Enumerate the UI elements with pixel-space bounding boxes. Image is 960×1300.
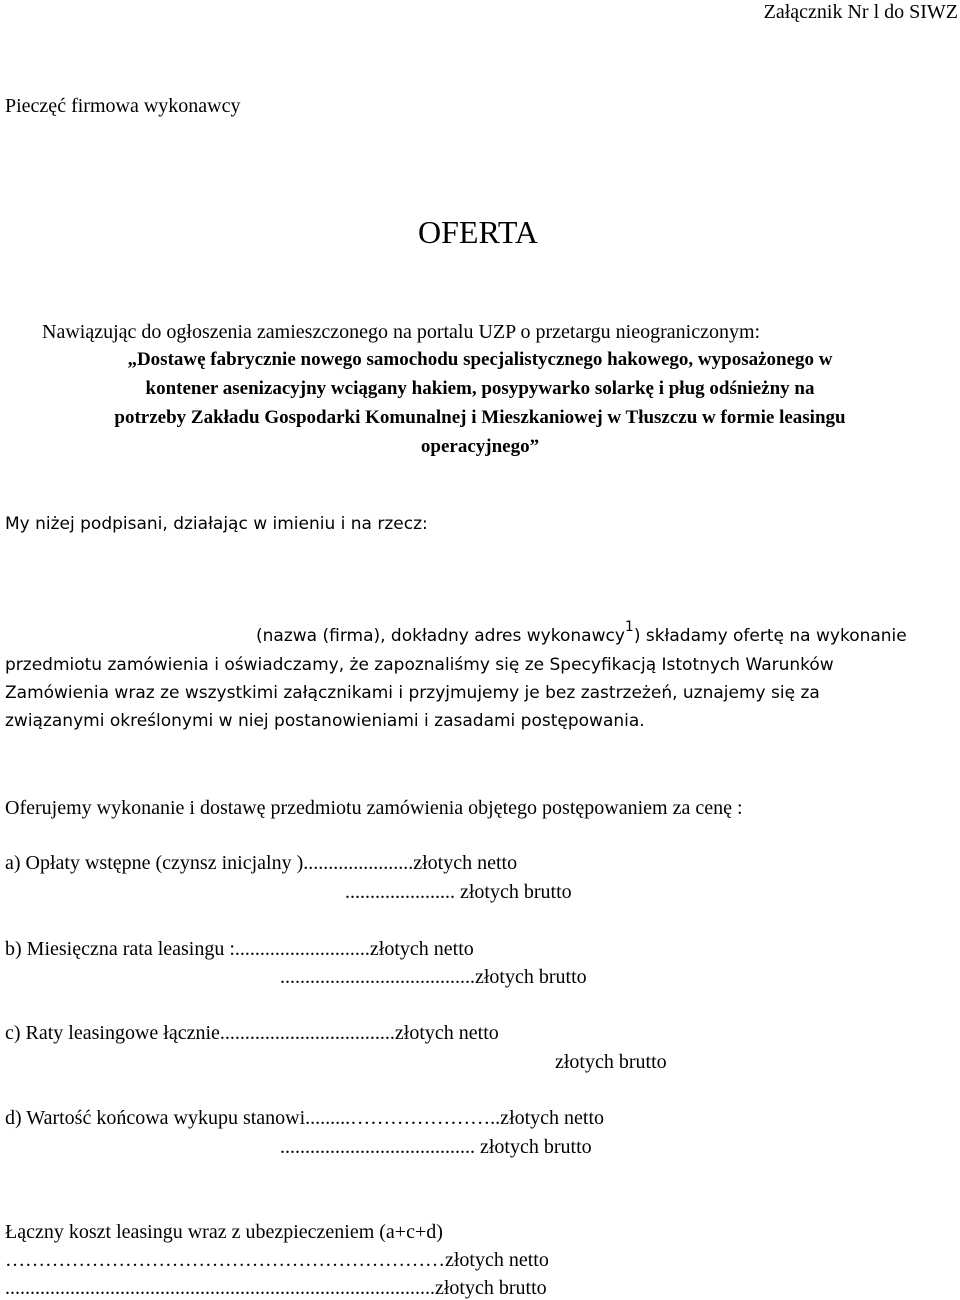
price-b-net: b) Miesięczna rata leasingu :...........................złotych netto [5, 938, 474, 960]
total-cost-gross: ......................................................................................złotych brutto [5, 1277, 547, 1299]
total-cost-label: Łączny koszt leasingu wraz z ubezpieczeniem (a+c+d) [5, 1221, 443, 1243]
price-a-gross: ...................... złotych brutto [345, 881, 572, 903]
intro-paragraph: Nawiązując do ogłoszenia zamieszczonego na portalu UZP o przetargu nieograniczonym: [42, 321, 761, 343]
subject-line: kontener asenizacyjny wciągany hakiem, posypywarko solarkę i pług odśnieżny na [145, 378, 815, 399]
price-c-gross: złotych brutto [555, 1051, 667, 1073]
body-line [256, 619, 907, 647]
body-line: przedmiotu zamówienia i oświadczamy, że zapoznaliśmy się ze Specyfikacją Istotnych Warunków [5, 655, 834, 675]
body-line: Zamówienia wraz ze wszystkimi załącznikami i przyjmujemy je bez zastrzeżeń, uznajemy się za [5, 683, 820, 703]
offer-statement: Oferujemy wykonanie i dostawę przedmiotu zamówienia objętego postępowaniem za cenę : [5, 797, 743, 819]
price-d-net: d) Wartość końcowa wykupu stanowi.........…………………..złotych netto [5, 1107, 605, 1129]
subject-line: „Dostawę fabrycznie nowego samochodu specjalistycznego hakowego, wyposażonego w [127, 349, 833, 370]
signed-statement: My niżej podpisani, działając w imieniu i na rzecz: [5, 514, 428, 534]
subject-line: potrzeby Zakładu Gospodarki Komunalnej i Mieszkaniowej w Tłuszczu w formie leasingu [114, 407, 846, 428]
footnote-marker: 1 [624, 619, 634, 636]
body-line-text: (nazwa (firma), dokładny adres wykonawcy [256, 626, 625, 646]
price-c-net: c) Raty leasingowe łącznie...................................złotych netto [5, 1022, 499, 1044]
body-line-text: ) składamy ofertę na wykonanie [633, 626, 907, 646]
company-stamp-label: Pieczęć firmowa wykonawcy [5, 95, 241, 117]
price-a-net: a) Opłaty wstępne (czynsz inicjalny )......................złotych netto [5, 852, 518, 874]
document-title: OFERTA [418, 214, 538, 250]
total-cost-net: …………………………………………………………złotych netto [5, 1249, 549, 1271]
body-line: związanymi określonymi w niej postanowieniami i zasadami postępowania. [5, 711, 645, 731]
subject-line: operacyjnego” [420, 436, 540, 457]
price-b-gross: .......................................złotych brutto [280, 966, 587, 988]
price-d-gross: ....................................... złotych brutto [280, 1136, 592, 1158]
annex-label: Załącznik Nr l do SIWZ [763, 1, 958, 23]
